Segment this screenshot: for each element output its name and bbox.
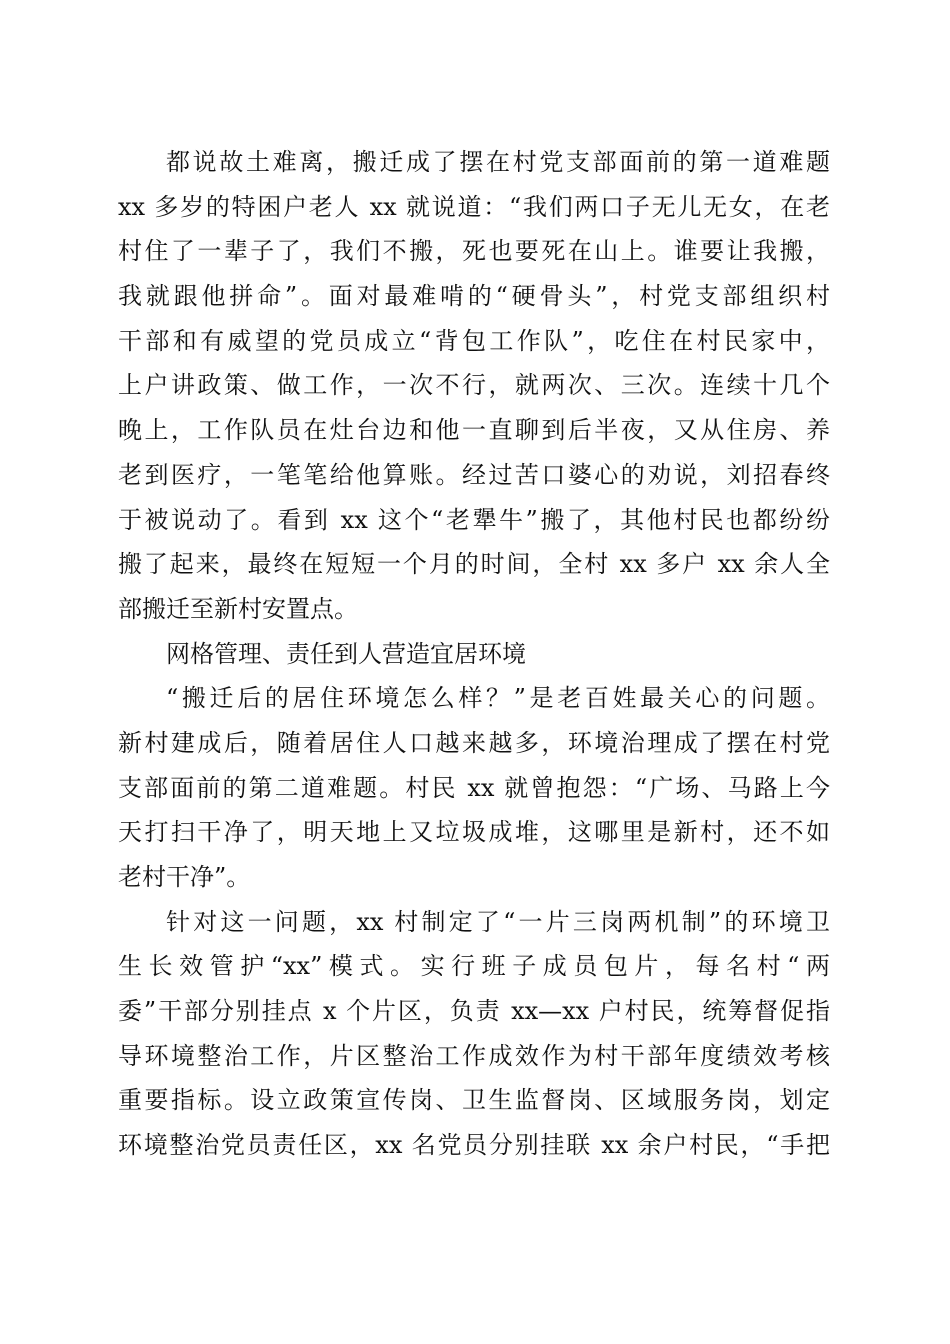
text-line: 村住了一辈子了，我们不搬，死也要死在山上。谁要让我搬， xyxy=(118,237,830,266)
text-line: “搬迁后的居住环境怎么样？”是老百姓最关心的问题。 xyxy=(166,684,830,713)
text-line: 于被说动了。看到 xx 这个“老犟牛”搬了，其他村民也都纷纷 xyxy=(118,505,830,534)
section-heading: 网格管理、责任到人营造宜居环境 xyxy=(166,639,526,668)
text-line: 老村干净”。 xyxy=(118,863,251,891)
text-line: 都说故土难离，搬迁成了摆在村党支部面前的第一道难题 xyxy=(166,148,830,176)
text-line: 上户讲政策、做工作，一次不行，就两次、三次。连续十几个 xyxy=(118,371,830,400)
text-line: 新村建成后，随着居住人口越来越多，环境治理成了摆在村党 xyxy=(118,728,830,757)
text-line: 老到医疗，一笔笔给他算账。经过苦口婆心的劝说，刘招春终 xyxy=(118,460,830,489)
text-line: 我就跟他拼命”。面对最难啃的“硬骨头”，村党支部组织村 xyxy=(118,282,830,311)
text-line: xx 多岁的特困户老人 xx 就说道：“我们两口子无儿无女，在老 xyxy=(118,192,830,221)
text-line: 重要指标。设立政策宣传岗、卫生监督岗、区域服务岗，划定 xyxy=(118,1086,830,1115)
text-line: 天打扫干净了，明天地上又垃圾成堆，这哪里是新村，还不如 xyxy=(118,818,830,847)
text-line: 搬了起来，最终在短短一个月的时间，全村 xx 多户 xx 余人全 xyxy=(118,550,830,579)
text-line: 生长效管护“xx”模式。实行班子成员包片，每名村“两 xyxy=(118,952,830,981)
text-line: 环境整治党员责任区，xx 名党员分别挂联 xx 余户村民，“手把 xyxy=(118,1131,830,1160)
text-line: 干部和有威望的党员成立“背包工作队”，吃住在村民家中， xyxy=(118,326,830,355)
text-line: 支部面前的第二道难题。村民 xx 就曾抱怨：“广场、马路上今 xyxy=(118,773,830,802)
text-line: 部搬迁至新村安置点。 xyxy=(118,594,358,623)
document-body xyxy=(118,140,830,1168)
text-line: 针对这一问题，xx 村制定了“一片三岗两机制”的环境卫 xyxy=(166,907,830,936)
text-line: 委”干部分别挂点 x 个片区，负责 xx—xx 户村民，统筹督促指 xyxy=(118,997,830,1026)
text-line: 晚上，工作队员在灶台边和他一直聊到后半夜，又从住房、养 xyxy=(118,416,830,445)
text-line: 导环境整治工作，片区整治工作成效作为村干部年度绩效考核 xyxy=(118,1041,830,1070)
